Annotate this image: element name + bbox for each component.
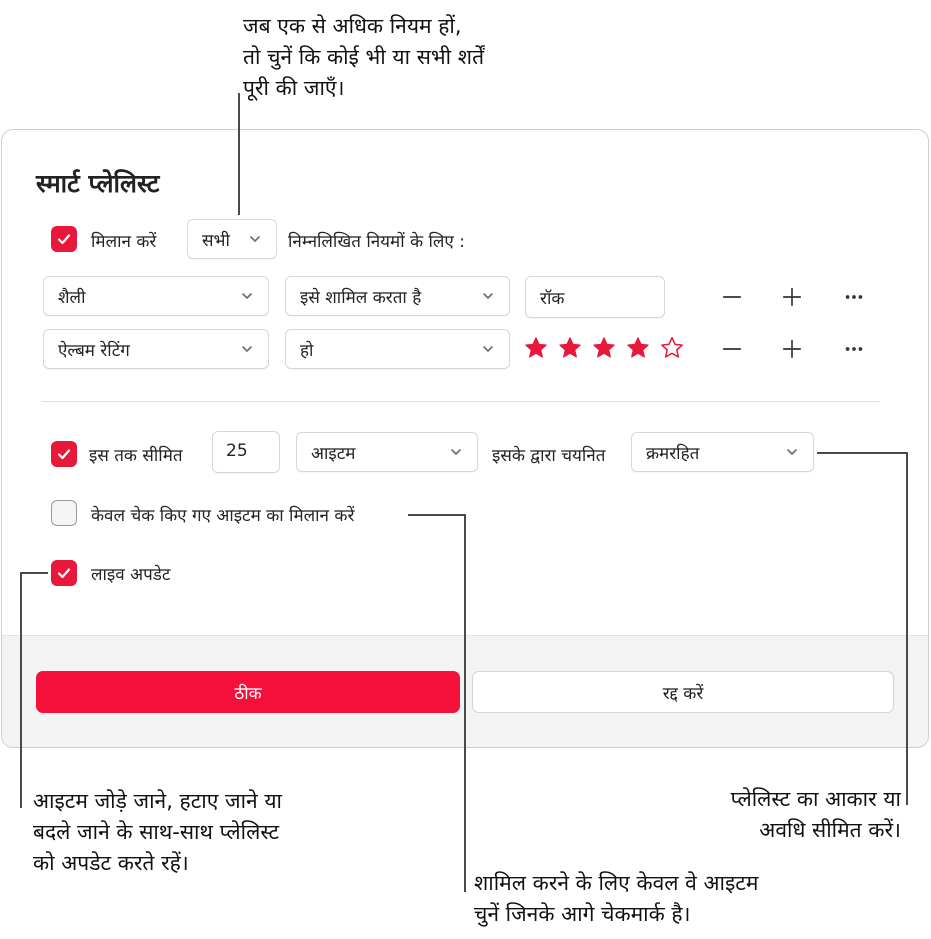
- minus-icon: [721, 338, 743, 360]
- selected-by-select[interactable]: [631, 432, 814, 472]
- rule-field-select[interactable]: [43, 276, 269, 316]
- rule-operator-select[interactable]: [285, 276, 510, 316]
- minus-icon: [721, 286, 743, 308]
- add-rule-button[interactable]: [780, 337, 804, 361]
- callout-limit: [731, 784, 901, 846]
- rule-value-input[interactable]: [525, 276, 665, 318]
- checkmark-icon: [56, 446, 72, 462]
- plus-icon: [781, 338, 803, 360]
- rule-field-value: ऐल्बम रेटिंग: [58, 340, 130, 361]
- chevron-down-icon: [240, 289, 254, 303]
- callout-live-update: [33, 786, 282, 879]
- rule-operator-select[interactable]: [285, 329, 510, 369]
- remove-rule-button[interactable]: [720, 285, 744, 309]
- more-icon: [843, 286, 865, 308]
- chevron-down-icon: [240, 342, 254, 356]
- limit-amount-value: 25: [226, 441, 248, 461]
- rule-field-value: शैली: [58, 287, 86, 308]
- callout-line: अवधि सीमित करें।: [759, 818, 901, 842]
- section-divider: [42, 401, 880, 402]
- star-outline-icon[interactable]: [659, 335, 685, 361]
- leader-line-live-update: [20, 572, 22, 808]
- star-filled-icon[interactable]: [591, 335, 617, 361]
- callout-line: तो चुनें कि कोई भी या सभी शर्तें: [243, 45, 485, 69]
- selected-by-label: इसके द्वारा चयनित: [492, 446, 606, 466]
- limit-unit-select[interactable]: [296, 432, 478, 472]
- plus-icon: [781, 286, 803, 308]
- callout-line: आइटम जोड़े जाने, हटाए जाने या: [33, 789, 282, 813]
- chevron-down-icon: [248, 232, 262, 246]
- match-select[interactable]: [187, 219, 277, 259]
- more-options-button[interactable]: [842, 337, 866, 361]
- star-filled-icon[interactable]: [557, 335, 583, 361]
- limit-amount-input[interactable]: [212, 431, 280, 473]
- callout-match-rules: [243, 11, 484, 104]
- live-update-checkbox[interactable]: [51, 560, 77, 586]
- rule-operator-value: इसे शामिल करता है: [300, 287, 422, 308]
- rule-field-select[interactable]: [43, 329, 269, 369]
- star-filled-icon[interactable]: [523, 335, 549, 361]
- more-options-button[interactable]: [842, 285, 866, 309]
- remove-rule-button[interactable]: [720, 337, 744, 361]
- leader-line-match: [238, 93, 240, 215]
- checkmark-icon: [56, 565, 72, 581]
- checkmark-icon: [56, 231, 72, 247]
- callout-line: चुनें जिनके आगे चेकमार्क है।: [474, 902, 691, 926]
- chevron-down-icon: [449, 445, 463, 459]
- match-checkbox[interactable]: [51, 226, 77, 252]
- star-filled-icon[interactable]: [625, 335, 651, 361]
- add-rule-button[interactable]: [780, 285, 804, 309]
- match-select-value: सभी: [202, 230, 230, 251]
- more-icon: [843, 338, 865, 360]
- chevron-down-icon: [481, 289, 495, 303]
- callout-line: को अपडेट करते रहें।: [33, 851, 189, 875]
- limit-checkbox[interactable]: [51, 441, 77, 467]
- callout-line: जब एक से अधिक नियम हों,: [243, 14, 462, 38]
- only-checked-label: केवल चेक किए गए आइटम का मिलान करें: [91, 506, 355, 526]
- leader-line-limit: [906, 452, 908, 805]
- cancel-button[interactable]: रद्द करें: [472, 671, 894, 713]
- chevron-down-icon: [785, 445, 799, 459]
- rule-value-text: रॉक: [540, 289, 565, 309]
- callout-line: बदले जाने के साथ-साथ प्लेलिस्ट: [33, 820, 280, 844]
- match-label: मिलान करें: [91, 232, 157, 252]
- leader-line-limit: [817, 452, 907, 454]
- rule-operator-value: हो: [300, 340, 314, 361]
- match-suffix: निम्नलिखित नियमों के लिए :: [288, 232, 465, 252]
- only-checked-checkbox[interactable]: [51, 500, 77, 526]
- ok-button[interactable]: ठीक: [36, 671, 460, 713]
- limit-unit-value: आइटम: [311, 443, 356, 464]
- dialog-title: स्मार्ट प्लेलिस्ट: [36, 169, 160, 198]
- callout-line: शामिल करने के लिए केवल वे आइटम: [474, 871, 759, 895]
- live-update-label: लाइव अपडेट: [91, 565, 171, 585]
- leader-line-only-checked: [464, 514, 466, 892]
- selected-by-value: क्रमरहित: [646, 443, 700, 464]
- leader-line-live-update: [20, 572, 48, 574]
- leader-line-only-checked: [408, 514, 465, 516]
- chevron-down-icon: [481, 342, 495, 356]
- callout-line: प्लेलिस्ट का आकार या: [730, 787, 901, 811]
- callout-line: पूरी की जाएँ।: [243, 76, 345, 100]
- callout-only-checked: [474, 868, 758, 930]
- limit-label: इस तक सीमित: [89, 446, 183, 466]
